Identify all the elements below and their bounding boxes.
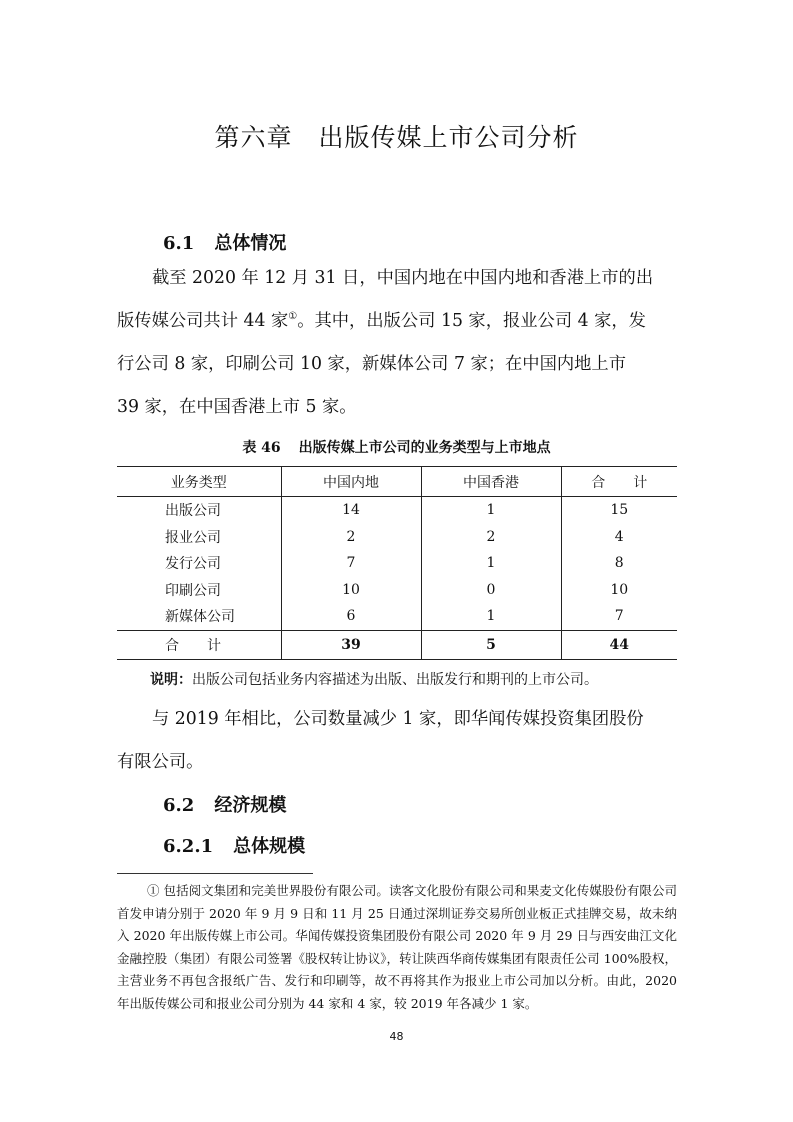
table-cell: 14 [281, 497, 421, 524]
section-number: 6.2.1 [163, 836, 214, 857]
table-cell: 6 [281, 603, 421, 630]
table-cell: 7 [281, 550, 421, 577]
table-row [117, 497, 677, 524]
section-title: 经济规模 [214, 795, 287, 816]
table-row [117, 524, 677, 551]
footnote [117, 880, 677, 1015]
table-title: 出版传媒上市公司的业务类型与上市地点 [298, 440, 551, 456]
table-cell: 2 [421, 524, 561, 551]
table-cell: 发行公司 [165, 556, 221, 573]
table-header-cell: 中国香港 [421, 467, 561, 497]
table-cell: 44 [561, 630, 677, 659]
table-total-row [117, 630, 677, 659]
section-heading-6-1 [163, 229, 286, 255]
section-number: 6.2 [163, 795, 195, 816]
paragraph-line: 与 2019 年相比，公司数量减少 1 家，即华闻传媒投资集团股份 [152, 709, 644, 729]
table-cell: 4 [561, 524, 677, 551]
table-cell: 1 [421, 603, 561, 630]
footnote-divider [117, 873, 313, 874]
paragraph-line: 行公司 8 家，印刷公司 10 家，新媒体公司 7 家；在中国内地上市 [117, 354, 626, 374]
section-title: 总体规模 [233, 836, 306, 857]
table-row [117, 603, 677, 630]
table-header-row [117, 467, 677, 497]
section-title: 总体情况 [214, 233, 287, 254]
table-header-cell: 业务类型 [117, 467, 281, 497]
table-note-text: 出版公司包括业务内容描述为出版、出版发行和期刊的上市公司。 [192, 672, 598, 688]
table-cell: 1 [421, 497, 561, 524]
table-cell: 0 [421, 577, 561, 604]
table-number: 表 46 [242, 440, 281, 456]
page-number: 48 [389, 1030, 404, 1043]
footnote-reference[interactable]: ① [288, 311, 298, 323]
table-header-cell: 中国内地 [281, 467, 421, 497]
table-header-cell: 合 计 [561, 467, 677, 497]
business-type-table [117, 466, 677, 660]
table-cell: 5 [421, 630, 561, 659]
paragraph-line: 有限公司。 [117, 752, 204, 772]
chapter-title-text: 出版传媒上市公司分析 [318, 123, 579, 152]
table-cell: 合 计 [117, 630, 281, 659]
paragraph-line: 39 家，在中国香港上市 5 家。 [117, 397, 357, 417]
paragraph-line: 版传媒公司共计 44 家①。其中，出版公司 15 家，报业公司 4 家，发 [117, 311, 646, 331]
table-cell: 出版公司 [165, 503, 221, 520]
section-number: 6.1 [163, 233, 195, 254]
footnote-text: 包括阅文集团和完美世界股份有限公司。读客文化股份有限公司和果麦文化传媒股份有限公司首发申请分别于 2020 年 9 月 9 日和 11 月 25 日通过深圳证券交易所创业板正式挂牌交易，故未纳入 2020 年出版传媒上市公司。华闻传媒投资集团股份有限公司 2020 年 9 月 29 日与西安曲江文化金融控股（集团）有限公司签署《股权转让协议》，转让陕西华商传媒集团有限责任公司 100%股权，主营业务不再包含报纸广告、发行和印刷等，故不再将其作为报业上市公司加以分析。由此，2020 年出版传媒公司和报业公司分别为 44 家和 4 家，较 2019 年各减少 1 家。 [117, 883, 677, 1011]
chapter-number: 第六章 [214, 123, 293, 152]
table-cell: 10 [281, 577, 421, 604]
table-caption [0, 437, 793, 457]
table-cell: 15 [561, 497, 677, 524]
table-cell: 1 [421, 550, 561, 577]
table-cell: 7 [561, 603, 677, 630]
chapter-title [0, 118, 793, 154]
table-cell: 新媒体公司 [165, 609, 235, 626]
paragraph-line: 截至 2020 年 12 月 31 日，中国内地在中国内地和香港上市的出 [152, 268, 654, 288]
section-heading-6-2 [163, 791, 286, 817]
table-cell: 39 [281, 630, 421, 659]
table-cell: 印刷公司 [165, 582, 221, 599]
table-note-label: 说明： [150, 672, 192, 688]
table-cell: 10 [561, 577, 677, 604]
section-heading-6-2-1 [163, 832, 305, 858]
paragraph-overview [117, 257, 677, 429]
footnote-marker: ① [147, 883, 160, 898]
table-cell: 8 [561, 550, 677, 577]
table-row [117, 550, 677, 577]
table-note [150, 669, 598, 689]
table-cell: 2 [281, 524, 421, 551]
table-row [117, 577, 677, 604]
paragraph-comparison [117, 698, 677, 784]
table-cell: 报业公司 [165, 529, 221, 546]
